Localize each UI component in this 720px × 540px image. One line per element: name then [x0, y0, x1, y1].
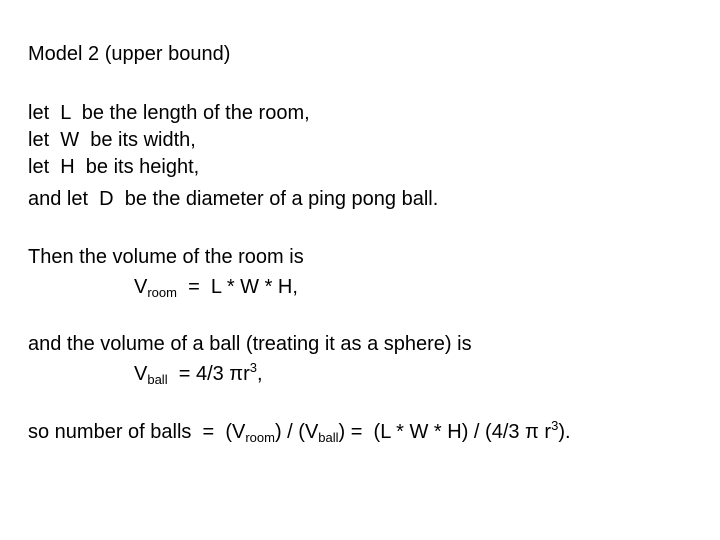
- definition-width: let W be its width,: [28, 129, 196, 151]
- definition-diameter: and let D be the diameter of a ping pong ball.: [28, 188, 439, 210]
- conclusion-cube-exponent: 3: [551, 418, 559, 433]
- ball-volume-expression: = 4/3 πr: [167, 363, 250, 385]
- conclusion-part-1: so number of balls = (V: [28, 421, 246, 443]
- ball-volume-symbol: V: [134, 363, 148, 385]
- room-volume-symbol: V: [134, 276, 148, 298]
- definition-length: let L be the length of the room,: [28, 102, 310, 124]
- room-volume-formula: [134, 275, 298, 299]
- cube-exponent: 3: [249, 360, 257, 375]
- room-volume-expression: = L * W * H,: [176, 276, 298, 298]
- conclusion-part-2: ) / (V: [274, 421, 319, 443]
- ball-volume-formula: [134, 362, 263, 386]
- ball-volume-intro: and the volume of a ball (treating it as a sphere) is: [28, 333, 472, 355]
- ball-subscript: ball: [147, 372, 168, 387]
- conclusion-room-subscript: room: [245, 430, 275, 445]
- definition-height: let H be its height,: [28, 156, 200, 178]
- room-subscript: room: [147, 285, 177, 300]
- conclusion-part-4: ).: [558, 421, 571, 443]
- room-volume-intro: Then the volume of the room is: [28, 246, 304, 268]
- slide-title: Model 2 (upper bound): [28, 43, 231, 65]
- conclusion-ball-subscript: ball: [318, 430, 339, 445]
- number-of-balls-formula: [28, 420, 571, 444]
- ball-formula-comma: ,: [257, 363, 263, 385]
- conclusion-part-3: ) = (L * W * H) / (4/3 π r: [338, 421, 552, 443]
